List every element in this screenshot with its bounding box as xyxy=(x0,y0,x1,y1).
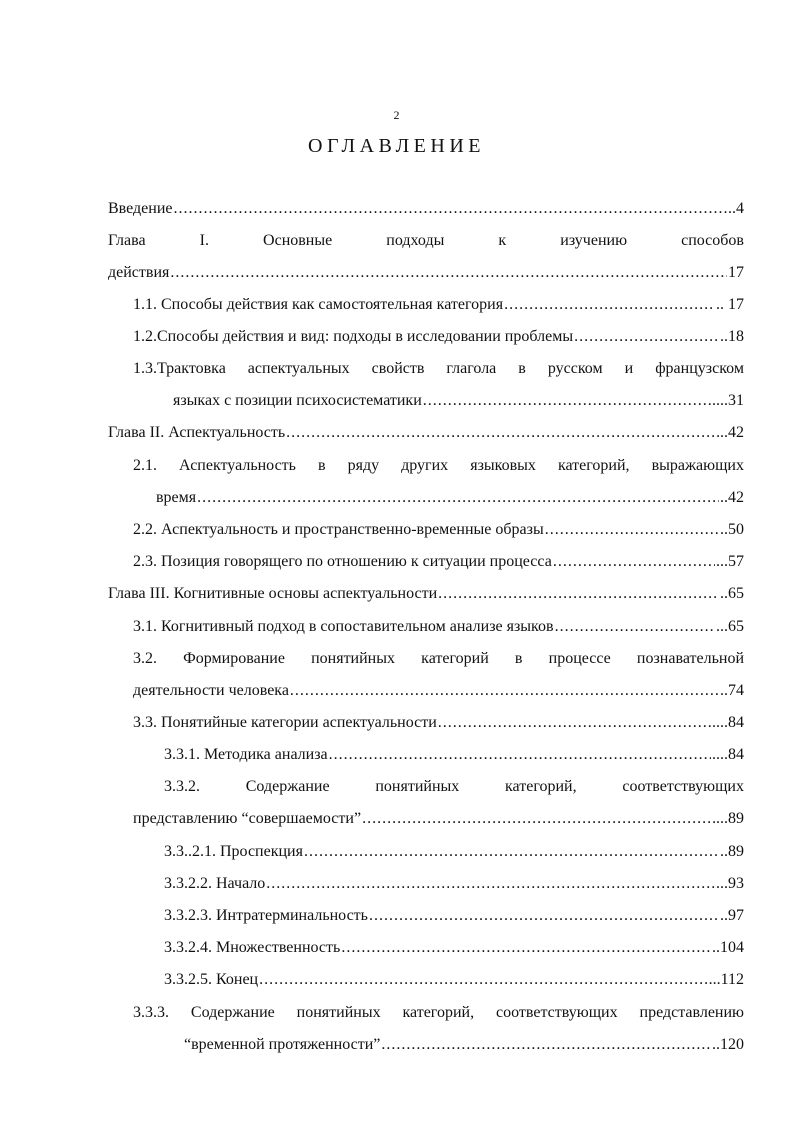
toc-entry-3-2[interactable]: 3.2. Формирование понятийных категорий в процессе познавательной xyxy=(133,650,744,667)
toc-entry-3-3-3-cont: “временной протяженности” ..... ..120 xyxy=(184,1035,744,1055)
toc-entry-3-3-2[interactable]: 3.3.2. Содержание понятийных категорий, соответствующих xyxy=(164,778,744,795)
toc-entry-3-3-2-4[interactable]: 3.3.2.4. Множественность ..... ..104 xyxy=(164,938,744,958)
page-number: 2 xyxy=(393,108,400,122)
toc-entry-3-3-2-1[interactable]: 3.3..2.1. Проспекция ..... ..89 xyxy=(164,842,744,862)
toc-entry-3-1[interactable]: 3.1. Когнитивный подход в сопоставительном анализе языков ..... ...65 xyxy=(133,617,744,637)
toc-entry-chapter-3[interactable]: Глава III. Когнитивные основы аспектуальности ..... ..65 xyxy=(108,584,744,604)
toc-entry-2-1-cont: время ..... ..42 xyxy=(156,488,744,508)
page-title: ОГЛАВЛЕНИЕ xyxy=(308,135,485,157)
toc-entry-2-2[interactable]: 2.2. Аспектуальность и пространственно-временные образы ..... ..50 xyxy=(133,520,744,540)
toc-entry-1-3-cont: языках с позиции психосистематики ..... ....31 xyxy=(173,391,744,411)
toc-entry-chapter-2[interactable]: Глава II. Аспектуальность ..... ..42 xyxy=(108,423,744,443)
toc-entry-1-3[interactable]: 1.3.Трактовка аспектуальных свойств глагола в русском и французском xyxy=(133,360,744,377)
toc-entry-3-3[interactable]: 3.3. Понятийные категории аспектуальности ..... ....84 xyxy=(133,713,744,733)
toc-entry-3-3-1[interactable]: 3.3.1. Методика анализа ..... ....84 xyxy=(164,745,744,765)
toc-entry-3-3-2-2[interactable]: 3.3.2.2. Начало ..... ...93 xyxy=(164,874,744,894)
toc-entry-3-3-2-5[interactable]: 3.3.2.5. Конец ..... ...112 xyxy=(164,970,744,990)
toc-entry-3-3-2-3[interactable]: 3.3.2.3. Интратерминальность ..... ..97 xyxy=(164,906,744,926)
toc-entry-1-2[interactable]: 1.2.Способы действия и вид: подходы в исследовании проблемы ..... ..18 xyxy=(133,327,744,347)
toc-entry-2-1[interactable]: 2.1. Аспектуальность в ряду других языковых категорий, выражающих xyxy=(133,457,744,474)
toc-entry-chapter-1-cont: действия ..... 17 xyxy=(108,263,744,283)
toc-entry-3-2-cont: деятельности человека ..... ..74 xyxy=(133,681,744,701)
toc-entry-intro[interactable]: Введение ..... ..4 xyxy=(108,199,744,219)
toc-entry-2-3[interactable]: 2.3. Позиция говорящего по отношению к ситуации процесса ..... ...57 xyxy=(133,552,744,572)
toc-entry-3-3-2-cont: представлению “совершаемости” ..... ...89 xyxy=(133,809,744,829)
toc-entry-1-1[interactable]: 1.1. Способы действия как самостоятельная категория ..... .. 17 xyxy=(133,295,744,315)
toc-entry-3-3-3[interactable]: 3.3.3. Содержание понятийных категорий, соответствующих представлению xyxy=(133,1004,744,1021)
toc-entry-chapter-1[interactable]: Глава I. Основные подходы к изучению способов xyxy=(108,232,744,249)
